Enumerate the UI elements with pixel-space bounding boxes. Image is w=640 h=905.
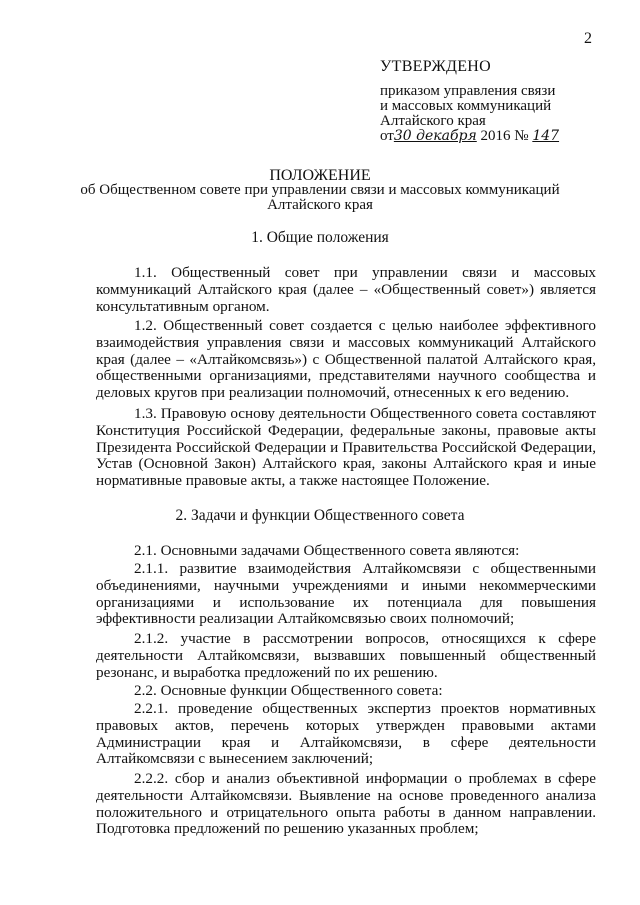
number-sign: №: [514, 128, 529, 144]
approval-line-2: и массовых коммуникаций: [380, 98, 552, 114]
paragraph-2-1-2: 2.1.2. участие в рассмотрении вопросов, относящихся к сфере деятельности Алтайкомсвязи, вызвавших повышенный общественный резонанс, и выработка предложений по их решению.: [96, 630, 596, 681]
handwritten-number: 147: [532, 128, 560, 144]
paragraph-2-2-1: 2.2.1. проведение общественных экспертиз проектов нормативных правовых актов, перечень которых утвержден правовыми актами Администрации края и Алтайкомсвязи, в сфере деятельности Алтайкомсвязи с вынесением заключений;: [96, 700, 596, 768]
approval-block: [380, 59, 630, 144]
paragraph-1-3: 1.3. Правовую основу деятельности Общественного совета составляют Конституция Российской Федерации, федеральные законы, правовые акты Президента Российской Федерации и Правительства Российской Федерации, Устав (Основной Закон) Алтайского края, законы Алтайского края и иные нормативные правовые акты, а также настоящее Положение.: [96, 405, 596, 490]
title-line-1: ПОЛОЖЕНИЕ: [269, 167, 371, 184]
handwritten-date: 30 декабря: [393, 128, 477, 144]
approval-line-3: Алтайского края: [380, 113, 486, 129]
paragraph-2-2-2: 2.2.2. сбор и анализ объективной информации о проблемах в сфере деятельности Алтайкомсвязи. Выявление на основе проведенного анализа положительного и отрицательного опыта работы в данном направлении. Подготовка предложений по решению указанных проблем;: [96, 770, 596, 838]
section-1-heading: 1. Общие положения: [251, 229, 389, 246]
approval-date-line: [380, 129, 630, 144]
section-2-heading: 2. Задачи и функции Общественного совета: [175, 507, 465, 524]
paragraph-1-1: 1.1. Общественный совет при управлении связи и массовых коммуникаций Алтайского края (далее – «Общественный совет») является консультативным органом.: [96, 264, 596, 315]
paragraph-2-1-1: 2.1.1. развитие взаимодействия Алтайкомсвязи с общественными объединениями, научными учреждениями и иными некоммерческими организациями и использование их потенциала для повышения эффективности реализации Алтайкомсвязью своих полномочий;: [96, 560, 596, 628]
approval-heading: УТВЕРЖДЕНО: [380, 58, 492, 75]
date-year: 2016: [480, 128, 511, 144]
title-line-2: об Общественном совете при управлении связи и массовых коммуникаций: [80, 182, 560, 198]
document-title: [40, 168, 600, 213]
title-line-3: Алтайского края: [267, 197, 373, 213]
paragraph-2-1: 2.1. Основными задачами Общественного совета являются:: [134, 542, 520, 559]
paragraph-1-2: 1.2. Общественный совет создается с целью наиболее эффективного взаимодействия управления связи и массовых коммуникаций Алтайского края (далее – «Алтайкомсвязь») с Общественной палатой Алтайского края, общественными организациями, представителями научного сообщества и деловых кругов при реализации полномочий, отнесенных к его ведению.: [96, 317, 596, 402]
paragraph-2-2: 2.2. Основные функции Общественного совета:: [134, 682, 443, 699]
approval-line-1: приказом управления связи: [380, 83, 556, 99]
page-number: 2: [584, 30, 592, 47]
date-prefix: от: [380, 128, 394, 144]
